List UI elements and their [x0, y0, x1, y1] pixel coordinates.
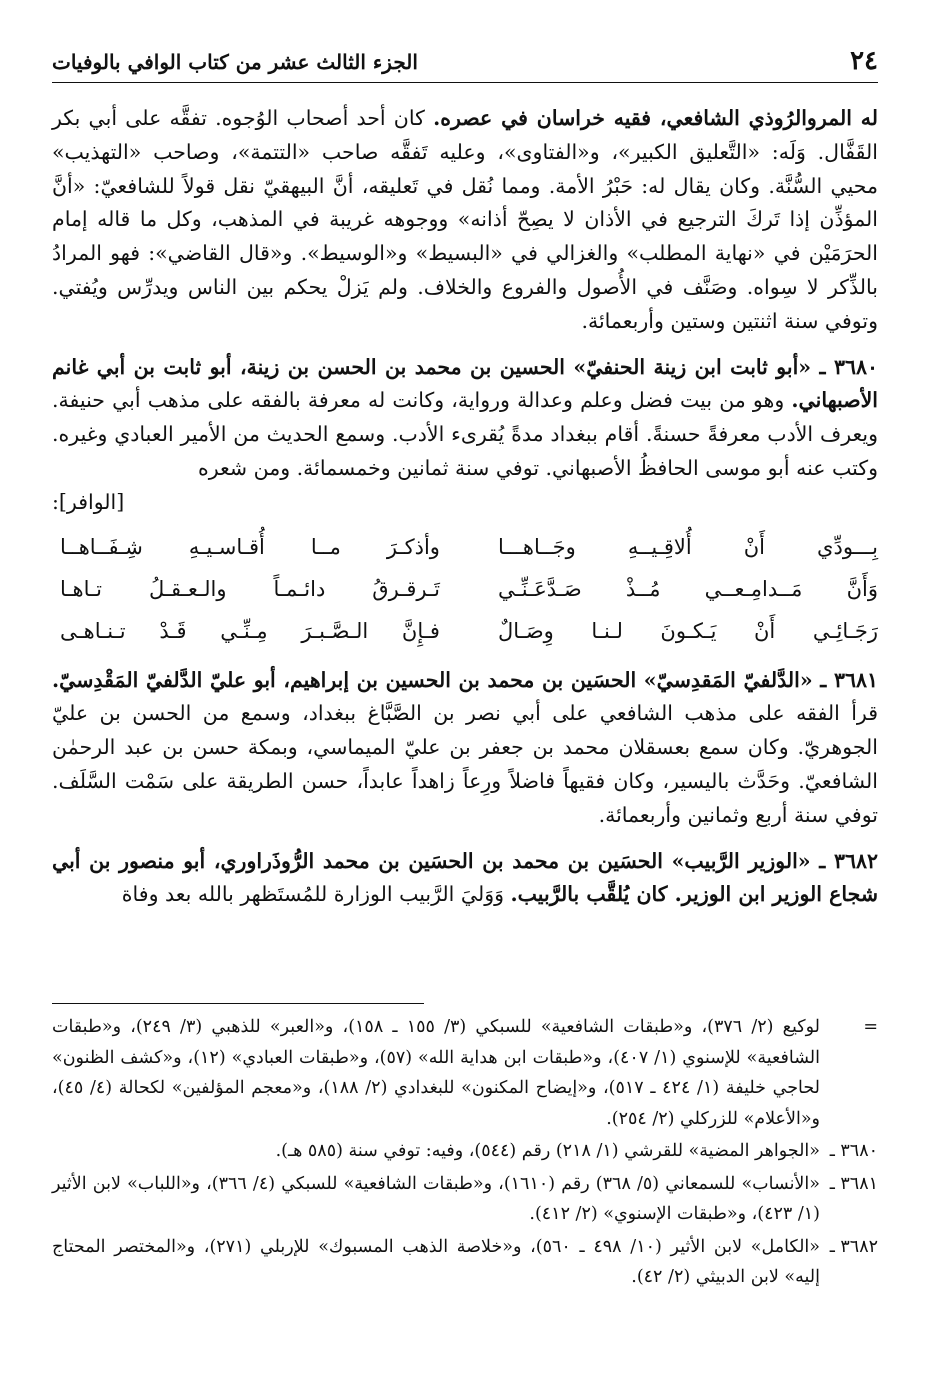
footnote: [52, 1169, 878, 1230]
verse-line: [52, 610, 878, 652]
footnote-text: «الجواهر المضية» للقرشي (١/ ٢١٨) رقم (٥٤٤)، وفيه: توفي سنة (٥٨٥ هـ).: [275, 1141, 820, 1161]
footnote-divider: [52, 1003, 424, 1004]
poem-meter: [الوافر]:: [52, 489, 125, 514]
footnote-mark: ٣٦٨٢ ـ: [829, 1236, 878, 1257]
footnotes: [52, 1012, 878, 1295]
entry-3680-heading: ٣٦٨٠ ـ «أبو ثابت ابن زينة الحنفيّ» الحسين بن محمد بن الحسن بن زينة، أبو ثابت بن أبي غانم الأصبهاني.: [52, 354, 878, 413]
verse-second-hemistich: تَـرقـرقُ دائـمـاً والـعـقـلُ تـاهـا: [60, 576, 440, 601]
running-title: الجزء الثالث عشر من كتاب الوافي بالوفيات: [52, 50, 418, 74]
verse-first-hemistich: رَجَـائِـي أَنْ يَـكـونَ لـنـا وِصَـالٌ: [498, 618, 878, 643]
entry-3680-text: وهو من بيت فضل وعلم وعدالة ورواية، وكانت له معرفة بالفقه على مذهب أبي حنيفة. ويعرف الأدب معرفةً حسنةً. أقام ببغداد مدةً يُقرىء الأدب. وسمع الحديث من الأمير العبادي وغيره. وكتب عنه أبو موسى الحافظُ الأصبهاني. توفي سنة ثمانين وخمسمائة. ومن شعره: [52, 388, 878, 480]
footnote-text: «الكامل» لابن الأثير (١٠/ ٤٩٨ ـ ٥٦٠)، و«خلاصة الذهب المسبوك» للإربلي (٢٧١)، و«المختصر المحتاج إليه» لابن الدبيثي (٢/ ٤٢).: [52, 1236, 820, 1287]
verse-first-hemistich: بِـــودِّي أَنْ أُلاقِـيــهِ وجَــاهـــا: [498, 534, 878, 559]
footnote-text: لوكيع (٢/ ٣٧٦)، و«طبقات الشافعية» للسبكي (٣/ ١٥٥ ـ ١٥٨)، و«العبر» للذهبي (٣/ ٢٤٩)، و«طبقات الشافعية» للإسنوي (١/ ٤٠٧)، و«طبقات ابن هداية الله» (٥٧)، و«طبقات العبادي» (١٢)، و«كشف الظنون» لحاجي خليفة (١/ ٤٢٤ ـ ٥١٧)، و«إيضاح المكنون» للبغدادي (٢/ ١٨٨)، و«معجم المؤلفين» لكحالة (٤/ ٤٥)، و«الأعلام» للزركلي (٢/ ٢٥٤).: [52, 1017, 821, 1129]
page-header: [52, 42, 878, 83]
intro-paragraph: [52, 102, 878, 339]
entry-3681-text: قرأ الفقه على مذهب الشافعي على أبي نصر بن الصَّبَّاغ ببغداد، وسمع من الحسن بن عليّ الجوهريّ. وكان سمع بعسقلان محمد بن جعفر بن عليّ الميماسي، وبمكة حسن بن عبد الرحمٰن الشافعيّ. وحَدَّث باليسير، وكان فقيهاً فاضلاً ورِعاً زاهداً عابداً، حسن الطريقة على سَمْت السَّلَف. توفي سنة أربع وثمانين وأربعمائة.: [52, 701, 878, 827]
verse-line: [52, 568, 878, 610]
footnote: [52, 1232, 878, 1293]
verse-first-hemistich: وَأَنَّ مَــدامِـعــي مُــذْ صَـدَّعَـنِّـي: [498, 576, 878, 601]
entry-3682-text: وَوَليَ الرَّبيب الوزارة للمُستَظهر بالله بعد وفاة: [121, 882, 511, 907]
entry-3680: [52, 351, 878, 520]
verse-line: [52, 526, 878, 568]
intro-lead: له المروالرُوذي الشافعي، فقيه خراسان في عصره.: [433, 106, 878, 130]
poem: [52, 526, 878, 652]
entry-3682: [52, 845, 878, 913]
footnote: [52, 1012, 878, 1134]
entry-3681: [52, 664, 878, 833]
page-number: ٢٤: [850, 46, 878, 76]
verse-second-hemistich: وأذكـرَ مــا أُقـاسـيـهِ شِـفَــاهــا: [60, 534, 440, 559]
footnote-mark: ٣٦٨١ ـ: [829, 1173, 878, 1194]
entry-3682-heading: ٣٦٨٢ ـ «الوزير الرَّبيب» الحسَين بن محمد بن الحسَين بن محمد الرُّوذَراوري، أبو منصور بن أبي شجاع الوزير ابن الوزير. كان يُلقَّب بالرَّبيب.: [52, 848, 878, 907]
verse-second-hemistich: فـإِنَّ الـصَّـبـرَ مِـنِّـي قَـدْ تـنـاهـى: [60, 618, 440, 643]
footnote-text: «الأنساب» للسمعاني (٥/ ٣٦٨) رقم (١٦١٠)، و«طبقات الشافعية» للسبكي (٤/ ٣٦٦)، و«اللباب» لابن الأثير (١/ ٤٢٣)، و«طبقات الإسنوي» (٢/ ٤١٢).: [52, 1173, 820, 1224]
footnote-mark: ٣٦٨٠ ـ: [829, 1141, 878, 1161]
footnote-mark: =: [863, 1017, 878, 1037]
footnote: [52, 1136, 878, 1167]
entry-3681-heading: ٣٦٨١ ـ «الدَّلفيّ المَقدِسيّ» الحسَين بن محمد بن الحسين بن إبراهيم، أبو عليّ الدَّلفيّ المَقْدِسيّ.: [52, 667, 878, 692]
intro-text: كان أحد أصحاب الوُجوه. تفقَّه على أبي بكر القَفَّال. وَلَه: «التَّعليق الكبير»، و«الفتاوى»، وعليه تَفقَّه صاحب «التتمة»، وصاحب «التهذيب» محيي السُّنَّة. وكان يقال له: حَبْرُ الأمة. ومما نُقل في تَعليقه، أنَّ البيهقيّ نقل قولاً للشافعيّ: «أنَّ المؤذِّن إذا تَركَ الترجيع في الأذان لا يصِحّ أذانه» ووجوهه غريبة في المذهب، وكل ما قاله إمام الحرَمَيْن في «نهاية المطلب» والغزالي في «البسيط» و«الوسيط». و«قال القاضي»: فهو المرادُ بالذِّكر لا سِواه. وصَنَّف في الأُصول والفروع والخلاف. ولم يَزلْ يحكم بين الناس ويدرِّس ويُفتي. وتوفي سنة اثنتين وستين وأربعمائة.: [52, 106, 878, 333]
main-text: [52, 102, 878, 912]
